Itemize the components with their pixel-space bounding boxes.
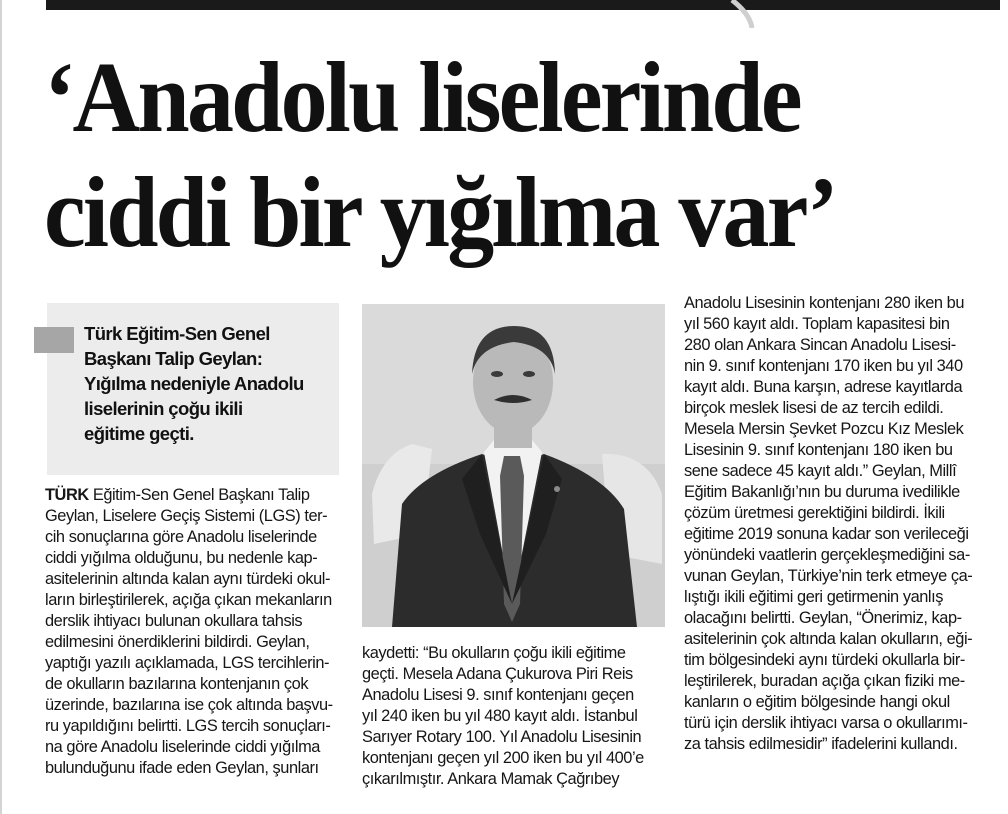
headline-line-2: ciddi bir yığılma var’ [44,156,836,268]
article-line: za tahsis edilmesidir” ifadelerini kullandı. [684,735,958,753]
headline [44,40,939,270]
article-line: derslik ihtiyacı bulunan okullara tahsis [45,612,303,630]
article-line: cih sonuçlarına göre Anadolu liselerinde [45,528,317,546]
summary-line: eğitime geçti. [84,423,194,444]
article-line: yıl 560 kayıt aldı. Toplam kapasitesi bin [684,315,950,333]
article-line [45,485,341,506]
article-line: sene sadece 45 kayıt aldı.” Geylan, Millî [684,462,957,480]
corner-decoration [728,0,768,28]
article-line: na göre Anadolu liselerinde ciddi yığılma [45,738,320,756]
article-line: olacağını belirtti. Geylan, “Önerimiz, kap- [684,609,962,627]
eye-left [491,371,503,377]
article-line: Lisesinin 9. sınıf kontenjanı 180 iken bu [684,441,953,459]
top-rule [46,0,1000,10]
article-line: yaptığı yazılı açıklamada, LGS tercihlerin- [45,654,330,672]
lead-word: TÜRK [45,486,89,504]
article-line: bulunduğunu ifade eden Geylan, şunları [45,759,319,777]
article-line: türü için derslik ihtiyacı varsa o okullarımı- [684,714,968,732]
article-line: Geylan, Liselere Geçiş Sistemi (LGS) ter- [45,507,328,525]
article-line: yıl 240 iken bu yıl 480 kayıt aldı. İstanbul [362,707,638,725]
eye-right [523,371,535,377]
article-line: leştirilerek, buradan açığa çıkan fiziki me- [684,672,965,690]
article-line: Eğitim Bakanlığı’nın bu duruma ivedilikle [684,483,960,501]
article-line: edilmesini önerdiklerini bildirdi. Geylan, [45,633,310,651]
article-line: kontenjanı geçen yıl 200 iken bu yıl 400’e [362,749,644,767]
article-line: de okulların bazılarına kontenjanın çok [45,675,309,693]
article-line: Anadolu Lisesi 9. sınıf kontenjanı geçen [362,686,634,704]
article-line: üzerinde, bazılarına ise çok altında başvu- [45,696,333,714]
article-line-text: Eğitim-Sen Genel Başkanı Talip [88,486,310,504]
summary-line: liselerinin çoğu ikili [84,398,243,419]
article-line: nin 9. sınıf kontenjanı 170 iken bu yıl 340 [684,357,963,375]
article-line: ru yapıldığını belirtti. LGS tercih sonuçları- [45,717,331,735]
article-line: ciddi yığılma olduğunu, bu nedenle kap- [45,549,318,567]
article-line: yönündeki vaatlerin gerçekleşmediğini sa- [684,546,970,564]
page-edge [0,0,2,814]
article-line: lıştığı ikili eğitimi geri getirmenin yanlış [684,588,943,606]
article-column-2 [362,643,667,790]
article-line: Mesela Mersin Şevket Pozcu Kız Meslek [684,420,964,438]
article-line: geçti. Mesela Adana Çukurova Piri Reis [362,665,633,683]
article-line: Anadolu Lisesinin kontenjanı 280 iken bu [684,294,964,312]
article-line: asitelerinin çok altında kalan okulların, eği- [684,630,973,648]
article-line: Sarıyer Rotary 100. Yıl Anadolu Lisesinin [362,728,642,746]
headline-line-1: ‘Anadolu liselerinde [44,41,800,153]
summary-line: Başkanı Talip Geylan: [84,348,263,369]
article-column-3 [684,293,984,755]
article-line: çıkarılmıştır. Ankara Mamak Çağrıbey [362,770,620,788]
portrait-photo [362,304,665,627]
summary-line: Yığılma nedeniyle Anadolu [84,373,304,394]
lapel-pin [554,486,560,492]
article-line: 280 olan Ankara Sincan Anadolu Lisesi- [684,336,956,354]
article-column-1 [45,485,341,779]
article-line: birçok meslek lisesi de az tercih edildi. [684,399,944,417]
article-line: tim bölgesindeki aynı türdeki okullarla bir- [684,651,965,669]
article-line: ların birleştirilerek, açığa çıkan mekanların [45,591,332,609]
summary-line: Türk Eğitim-Sen Genel [84,323,270,344]
article-line: çözüm üretmesi gerektiğini bildirdi. İkili [684,504,945,522]
article-line: vunan Geylan, Türkiye’nin terk etmeye ça- [684,567,973,585]
summary-text [84,321,332,446]
article-line: kanların o eğitim bölgesinde hangi okul [684,693,950,711]
article-line: eğitime 2019 sonuna kadar son verileceği [684,525,969,543]
article-line: kaydetti: “Bu okulların çoğu ikili eğitime [362,644,626,662]
article-line: kayıt aldı. Buna karşın, adrese kayıtlarda [684,378,963,396]
summary-marker [34,327,74,353]
article-line: asitelerinin altında kalan aynı türdeki okul- [45,570,330,588]
